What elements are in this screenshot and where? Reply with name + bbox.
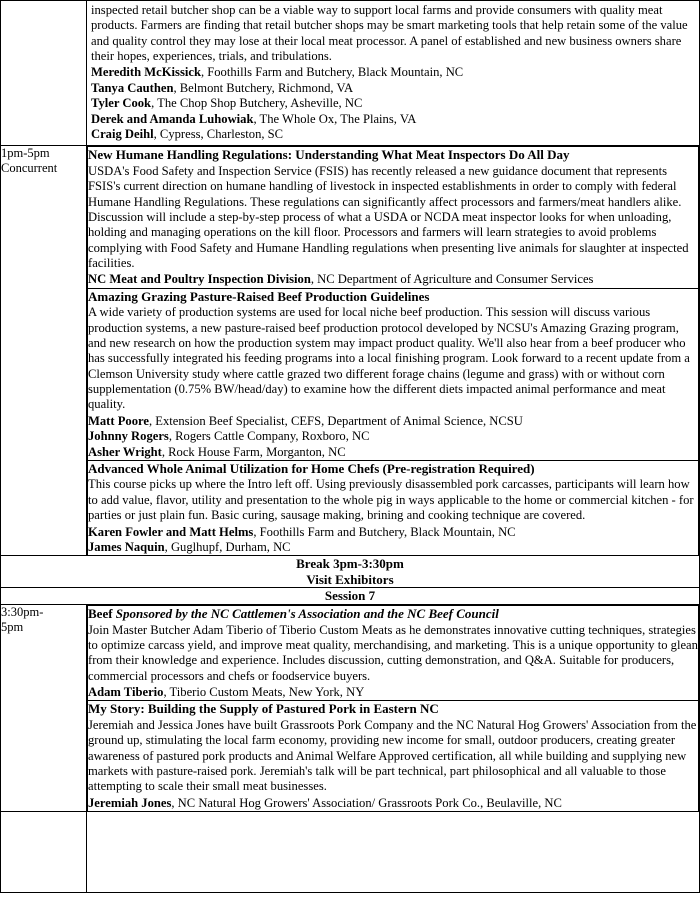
speaker-affiliation: , Belmont Butchery, Richmond, VA [173, 80, 354, 95]
session-title-main: Beef [88, 606, 116, 622]
session-title: Advanced Whole Animal Utilization for Home Chefs (Pre-registration Required) [88, 460, 535, 476]
session-description: USDA's Food Safety and Inspection Service (FSIS) has recently released a new guidance document that represents FSIS's current direction on humane handling of livestock in inspected establishments in order to comply with federal Humane Handling Regulations. These regulations can significantly affect processors and farmers/meat handlers alike. Discussion will include a step-by-step process of what a USDA or NCDA meat inspector looks for when unloading, holding and managing operations on the kill floor. Processors and farmers will learn strategies to avoid problems complying with Food Safety and Humane Handling regulations when presenting live animals for slaughter at inspected facilities. [88, 163, 689, 270]
session-title-main: My Story: Building the Supply of Pastured Pork in Eastern NC [88, 701, 439, 717]
speaker-entry [91, 127, 695, 142]
session-description: Jeremiah and Jessica Jones have built Grassroots Pork Company and the NC Natural Hog Growers' Association from the ground up, stimulating the local farm economy, providing new income for small, outdoor producers, creating greater awareness of pastured pork products and Animal Welfare Approved certification, all while building and supplying new markets with pasture-raised pork. Jeremiah's talk will be part technical, part philosophical and all valuable to those attempting to scale their small meat businesses. [88, 718, 697, 794]
speaker-affiliation: , Extension Beef Specialist, CEFS, Department of Animal Science, NCSU [148, 413, 523, 428]
speaker-entry [91, 112, 695, 127]
session-row-humane-handling [88, 147, 699, 288]
session-block [88, 606, 699, 701]
time-line-2: Concurrent [1, 160, 58, 175]
time-line-1: 3:30pm- [1, 605, 44, 620]
session-header-cell: Session 7 [1, 588, 700, 605]
time-cell-330pm-5pm [1, 605, 87, 812]
time-line-2: 5pm [1, 619, 24, 634]
session-description: Join Master Butcher Adam Tiberio of Tiberio Custom Meats as he demonstrates innovative cutting techniques, strategies to optimize carcass yield, and improve meat quality, merchandising, and marketing. This is a unique opportunity to glean from their knowledge and experience. Includes discussion, cutting demonstration, and Q&A. Suitable for producers, commercial processors and chefs or foodservice buyers. [88, 622, 698, 683]
speaker-affiliation: , Foothills Farm and Butchery, Black Mountain, NC [200, 65, 464, 80]
table-row-break [1, 556, 700, 588]
speaker-entry [88, 685, 698, 700]
session-row-beef [88, 606, 699, 701]
session-title-sponsor: Sponsored by the NC Cattlemen's Association and the NC Beef Council [115, 606, 499, 622]
speaker-name: Tanya Cauthen [91, 80, 174, 95]
session-title [88, 606, 698, 622]
speaker-name: Asher Wright [88, 444, 162, 459]
session-description: A wide variety of production systems are used for local niche beef production. This session will discuss various production systems, a new pasture-raised beef production protocol developed by NCSU's Amazing Grazing program, and new research on how the production system may impact product quality. We'll also hear from a beef producer who has successfully integrated his feeding programs into a local finishing program. Look forward to a recent update from a Clemson University study where cattle grazed two different forage chains (legume and grass) with or without corn supplementation (0.75% BW/head/day) to examine how the different diets impacted animal performance and meat quality. [88, 305, 690, 412]
speaker-affiliation: , Guglhupf, Durham, NC [164, 539, 291, 554]
session-title: Amazing Grazing Pasture-Raised Beef Production Guidelines [88, 288, 430, 304]
speaker-entry [88, 796, 698, 811]
speaker-entry [91, 81, 695, 96]
speaker-list [88, 414, 698, 460]
table-row-continued-fragment [1, 1, 700, 146]
speaker-name: Jeremiah Jones [88, 795, 172, 810]
session-row-amazing-grazing [88, 288, 699, 460]
time-line-1: 1pm-5pm [1, 146, 50, 161]
content-cell-concurrent [87, 146, 700, 556]
speaker-name: Craig Deihl [91, 126, 154, 141]
table-row-concurrent-sessions [1, 146, 700, 556]
session-block [88, 460, 699, 555]
session-block [88, 147, 699, 288]
speaker-affiliation: , NC Department of Agriculture and Consumer Services [310, 272, 594, 287]
speaker-affiliation: , Foothills Farm and Butchery, Black Mountain, NC [253, 524, 516, 539]
session-row-my-story [88, 701, 699, 811]
session-description: This course picks up where the Intro left off. Using previously disassembled pork carcasses, participants will learn how to add value, flavor, utility and presentation to the whole pig in ways applicable to the home or commercial kitchen - for parties or just plain fun. Basic curing, sausage making, brining and cooking technique are covered. [88, 477, 694, 523]
session-description: inspected retail butcher shop can be a viable way to support local farms and provide consumers with quality meat products. Farmers are finding that retail butcher shops may be smart marketing tools that help retain some of the value and quality control they may lose at their local meat processor. A panel of established and new business owners share their hopes, experiences, trials, and tribulations. [91, 3, 688, 64]
speaker-name: Johnny Rogers [88, 429, 169, 444]
speaker-name: Karen Fowler and Matt Helms [88, 524, 254, 539]
speaker-affiliation: , Rock House Farm, Morganton, NC [161, 444, 346, 459]
continued-session-block [87, 1, 699, 145]
speaker-list [88, 272, 698, 287]
time-cell-empty-top [1, 1, 87, 146]
table-row-empty-trailing [1, 812, 700, 893]
content-cell-continued [87, 1, 700, 146]
session-title [88, 701, 698, 717]
time-cell-1pm-5pm [1, 146, 87, 556]
speaker-affiliation: , The Chop Shop Butchery, Asheville, NC [151, 96, 363, 111]
speaker-entry [88, 540, 698, 555]
time-cell-empty-bottom [1, 812, 87, 893]
speaker-name: Matt Poore [88, 413, 149, 428]
speaker-affiliation: , The Whole Ox, The Plains, VA [253, 111, 417, 126]
break-cell [1, 556, 700, 588]
speaker-list [91, 65, 695, 142]
speaker-affiliation: , Rogers Cattle Company, Roxboro, NC [168, 429, 370, 444]
speaker-entry [88, 445, 698, 460]
content-cell-empty-bottom [87, 812, 700, 893]
speaker-entry [88, 272, 698, 287]
table-row-session-header [1, 588, 700, 605]
speaker-affiliation: , Tiberio Custom Meats, New York, NY [163, 685, 365, 700]
speaker-affiliation: , Cypress, Charleston, SC [153, 126, 284, 141]
speaker-entry [88, 429, 698, 444]
break-label: Break 3pm-3:30pm [296, 556, 404, 572]
speaker-name: NC Meat and Poultry Inspection Division [88, 272, 311, 287]
speaker-entry [91, 65, 695, 80]
speaker-list [88, 685, 698, 700]
speaker-name: Meredith McKissick [91, 65, 201, 80]
speaker-name: Adam Tiberio [88, 685, 164, 700]
session-subtable [87, 146, 699, 555]
speaker-entry [88, 414, 698, 429]
visit-exhibitors-label: Visit Exhibitors [306, 571, 394, 587]
speaker-name: Derek and Amanda Luhowiak [91, 111, 254, 126]
session-block [88, 701, 699, 811]
speaker-list [88, 796, 698, 811]
session-row-whole-animal-utilization [88, 460, 699, 555]
speaker-list [88, 525, 698, 556]
speaker-name: Tyler Cook [91, 96, 152, 111]
session-block [88, 288, 699, 460]
speaker-entry [91, 96, 695, 111]
speaker-entry [88, 525, 698, 540]
speaker-name: James Naquin [88, 539, 165, 554]
session-subtable [87, 605, 699, 811]
table-row-session-7 [1, 605, 700, 812]
content-cell-session-7 [87, 605, 700, 812]
speaker-affiliation: , NC Natural Hog Growers' Association/ Grassroots Pork Co., Beulaville, NC [171, 795, 562, 810]
session-title: New Humane Handling Regulations: Understanding What Meat Inspectors Do All Day [88, 147, 570, 163]
